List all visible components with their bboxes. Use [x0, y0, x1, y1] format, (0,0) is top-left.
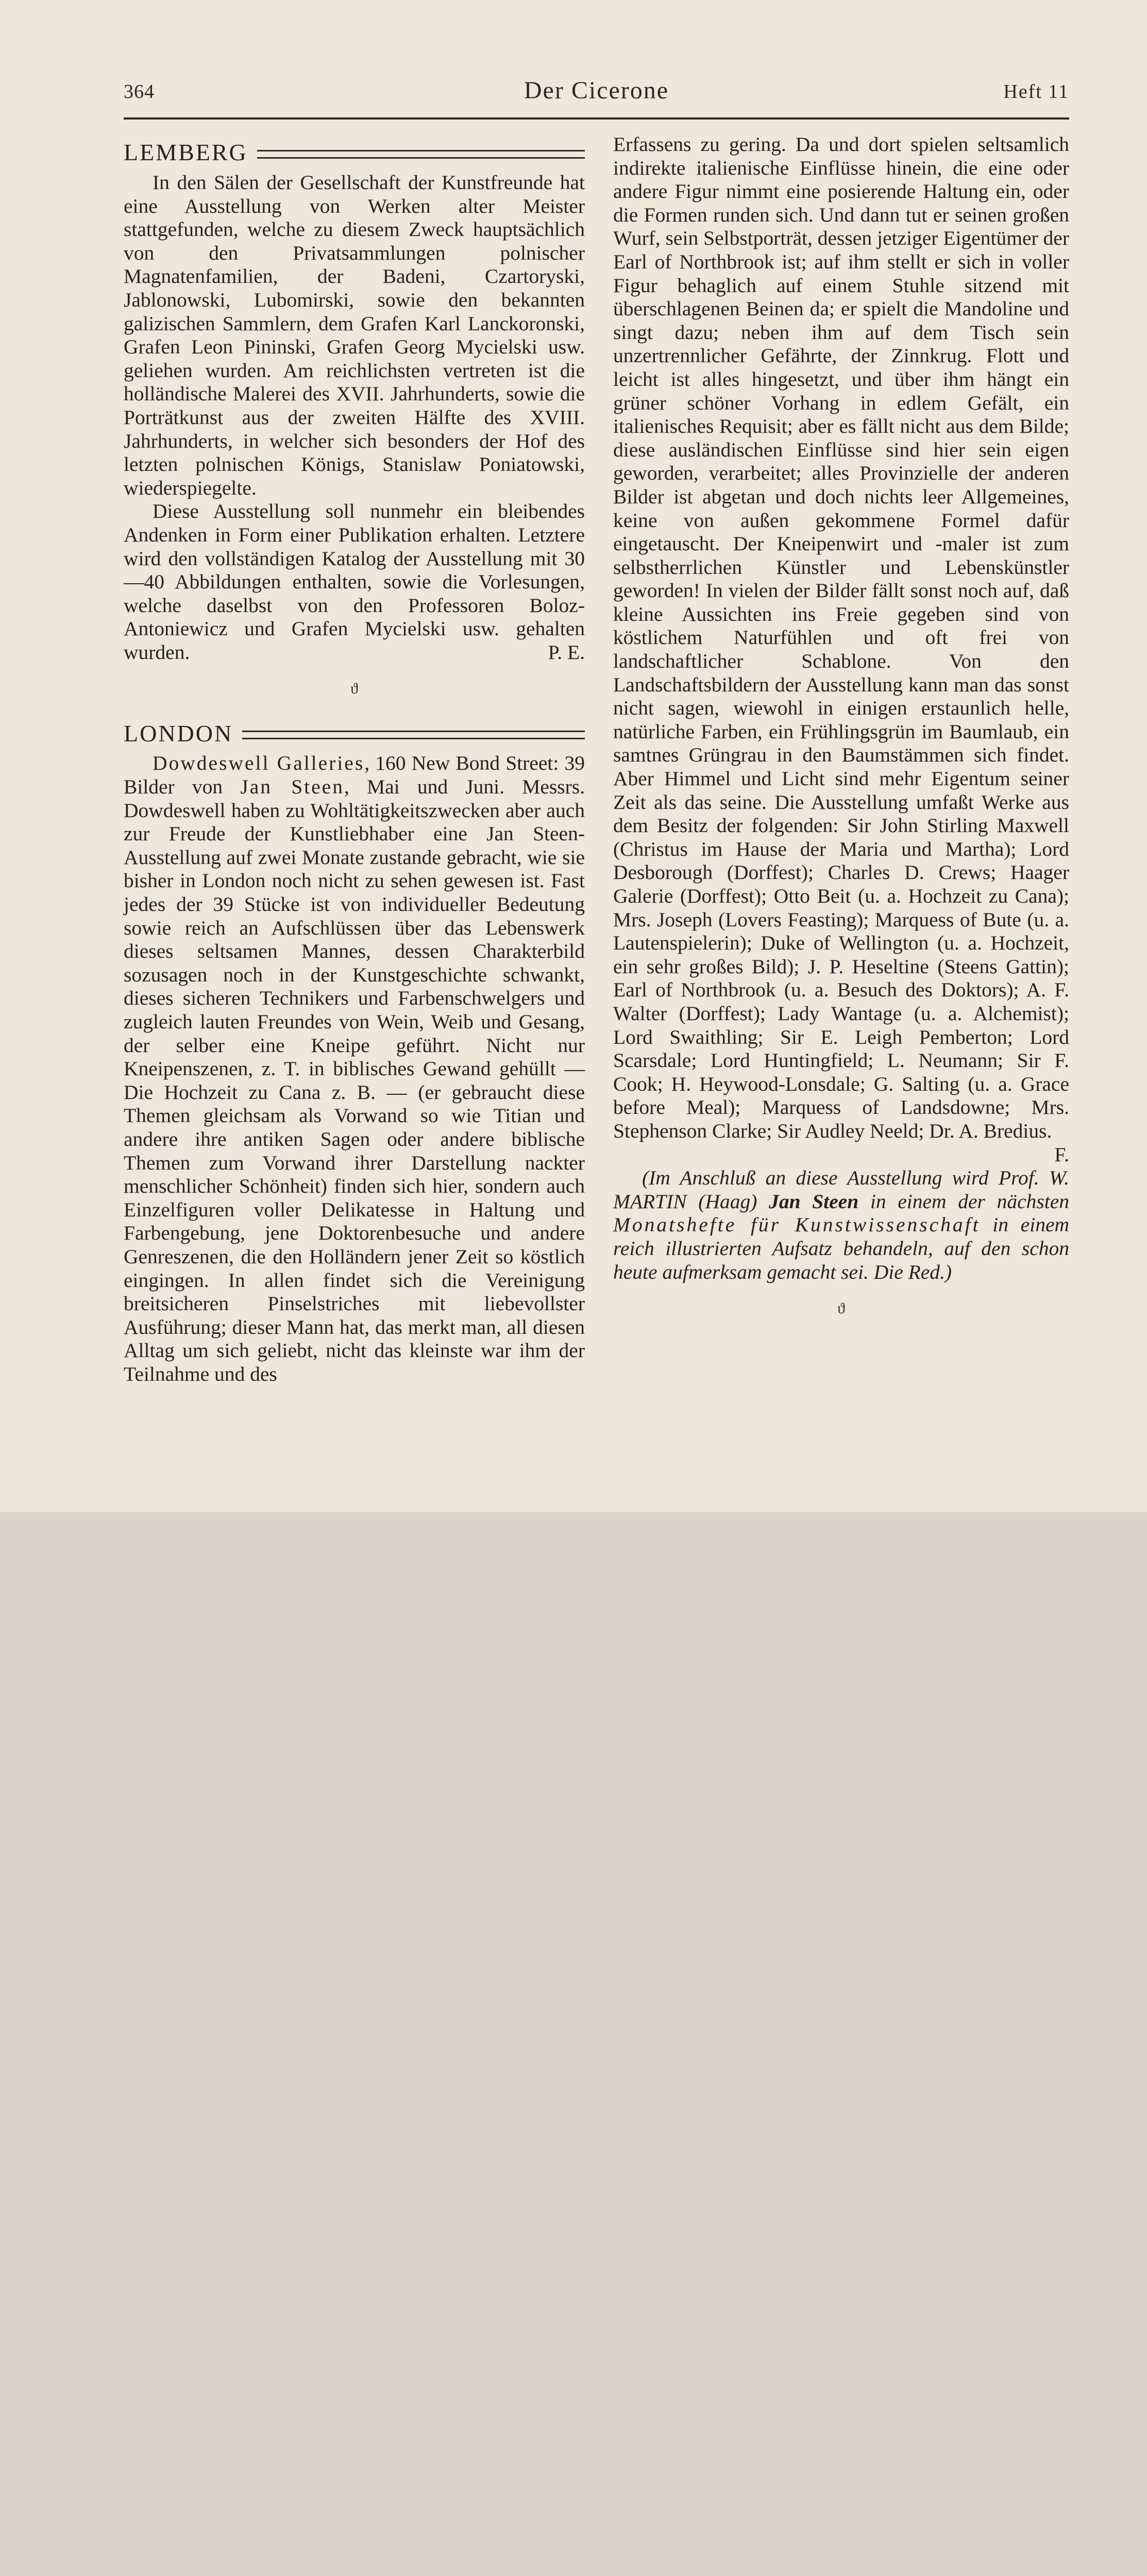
section-separator-ornament: ϑ [837, 1300, 845, 1317]
right-column [613, 133, 1069, 1333]
section-heading-lemberg [124, 137, 585, 168]
header-rule [124, 117, 1069, 120]
heading-lemberg: LEMBERG [124, 139, 248, 166]
digitization-footer [0, 1512, 1147, 1625]
note-journal-name: Monatshefte für Kunstwissenschaft [613, 1213, 981, 1236]
paragraph: In den Sälen der Gesellschaft der Kunstfreunde hat eine Ausstellung von Werken alter Meister stattgefunden, welche zu diesem Zweck hauptsächlich von den Privatsammlungen polnischer Magnatenfamilien, der Badeni, Czartoryski, Jablonowski, Lubomirski, sowie den bekannten galizischen Sammlern, dem Grafen Karl Lanckoronski, Grafen Leon Pininski, Grafen Georg Mycielski usw. geliehen wurden. Am reichlichsten vertreten ist die holländische Malerei des XVII. Jahrhunderts, sowie die Porträtkunst aus der zweiten Hälfte des XVIII. Jahrhunderts, in welcher sich besonders der Hof des letzten polnischen Königs, Stanislaw Poniatowski, wiederspiegelte. [124, 171, 585, 499]
heading-london: LONDON [124, 720, 233, 747]
page-number: 364 [124, 81, 155, 103]
paragraph: Diese Ausstellung soll nunmehr ein bleibendes Andenken in Form einer Publikation erhalten. Letztere wird den vollständigen Katalog der Ausstellung mit 30—40 Abbildungen enthalten, sowie die Vorlesungen, welche daselbst von den Professoren Boloz-Antoniewicz und Grafen Mycielski usw. gehalten wurden. P. E. [124, 500, 585, 664]
artist-name: Jan Steen [240, 775, 344, 799]
gallery-name: Dowdeswell Galleries [153, 752, 365, 775]
running-head [124, 76, 1069, 112]
author-signature: P. E. [548, 640, 585, 664]
heading-double-rule [242, 731, 585, 739]
paragraph: Erfassens zu gering. Da und dort spielen seltsamlich indirekte italienische Einflüsse hinein, die eine oder andere Figur nimmt eine posierende Haltung ein, oder die Formen runden sich. Und dann tut er seinen großen Wurf, sein Selbstporträt, dessen jetziger Eigentümer der Earl of Northbrook ist; auf ihm stellt er sich in voller Figur behaglich auf einem Stuhle sitzend mit überschlagenen Beinen da; er spielt die Mandoline und singt dazu; neben ihm auf dem Tisch sein unzertrennlicher Gefährte, der Zinnkrug. Flott und leicht ist alles hingesetzt, und über ihm hängt ein grüner schöner Vorhang in edlem Gefält, ein italienisches Requisit; aber es fällt nicht aus dem Bilde; diese ausländischen Einflüsse sind hier sein eigen geworden, verarbeitet; alles Provinzielle der anderen Bilder ist abgetan und doch nichts leer Allgemeines, keine von außen gekommene Formel dafür eingetauscht. Der Kneipenwirt und -maler ist zum selbstherrlichen Künstler und Lebenskünstler geworden! In vielen der Bilder fällt sonst noch auf, daß kleine Aussichten ins Freie gegeben sind von köstlichem Naturfühlen und oft frei von landschaftlicher Schablone. Von den Landschaftsbildern der Ausstellung kann man das sonst nicht sagen, wiewohl in einigen erstaunlich helle, natürliche Farben, ein Frühlingsgrün im Baumlaub, ein samtnes Grüngrau in den Baumstämmen sich findet. Aber Himmel und Licht sind mehr Eigentum seiner Zeit als das seine. Die Ausstellung umfaßt Werke aus dem Besitz der folgenden: Sir John Stirling Maxwell (Christus im Hause der Maria und Martha); Lord Desborough (Dorffest); Charles D. Crews; Haager Galerie (Dorffest); Otto Beit (u. a. Hochzeit zu Cana); Mrs. Joseph (Lovers Feasting); Marquess of Bute (u. a. Lautenspielerin); Duke of Wellington (u. a. Hochzeit, ein sehr großes Bild); J. P. Heseltine (Steens Gattin); Earl of Northbrook (u. a. Besuch des Doktors); A. F. Walter (Dorffest); Lady Wantage (u. a. Alchemist); Lord Swaithling; Sir E. Leigh Pemberton; Lord Scarsdale; Lord Huntingfield; L. Neumann; Sir F. Cook; H. Heywood-Lonsdale; G. Salting (u. a. Grace before Meal); Marquess of Landsdowne; Mrs. Stephenson Clarke; Sir Audley Neeld; Dr. A. Bredius. [613, 133, 1069, 1142]
section-separator-ornament: ϑ [350, 680, 358, 698]
journal-title: Der Cicerone [524, 77, 669, 104]
heading-double-rule [257, 150, 585, 159]
issue-number: Heft 11 [1003, 81, 1069, 103]
paragraph: Dowdeswell Galleries, 160 New Bond Street: 39 Bilder von Jan Steen, Mai und Juni. Messrs. Dowdeswell haben zu Wohltätigkeitszwecken aber auch zur Freude der Kunstliebhaber eine Jan Steen-Ausstellung auf zwei Monate zustande gebracht, wie sie bisher in London noch nicht zu sehen gewesen ist. Fast jedes der 39 Stücke ist von individueller Bedeutung sowie reich an Aufschlüssen über das Lebenswerk dieses seltsamen Mannes, dessen Charakterbild sozusagen noch in der Kunstgeschichte schwankt, dieses sicheren Technikers und Farbenschwelgers und zugleich lauten Freundes von Wein, Weib und Gesang, der selber eine Kneipe geführt. Nicht nur Kneipenszenen, z. T. in biblisches Gewand gehüllt — Die Hochzeit zu Cana z. B. — (er gebraucht diese Themen gleichsam als Vorwand so wie Titian und andere ihre antiken Sagen oder andere biblische Themen zum Vorwand ihrer Darstellung nackter menschlicher Schönheit) finden sich hier, sondern auch Einzelfiguren voller Delikatesse in Haltung und Farbengebung, jene Doktorenbesuche und andere Genreszenen, die den Holländern jener Zeit so köstlich eingingen. In allen findet sich die Vereinigung breitsicheren Pinselstriches mit liebevollster Ausführung; dieser Mann hat, das merkt man, all diesen Alltag um sich geliebt, nicht das kleinste war ihm der Teilnahme und des [124, 752, 585, 1385]
note-artist-name: Jan Steen [769, 1190, 859, 1213]
author-signature: F. [1054, 1143, 1069, 1166]
left-column [124, 133, 585, 1386]
section-heading-london [124, 718, 585, 749]
editor-note: (Im Anschluß an diese Ausstellung wird Prof. W. MARTIN (Haag) Jan Steen in einem der nächsten Monatshefte für Kunstwissenschaft in einem reich illustrierten Aufsatz behandeln, auf den schon heute aufmerksam gemacht sei. Die Red.) [613, 1166, 1069, 1283]
